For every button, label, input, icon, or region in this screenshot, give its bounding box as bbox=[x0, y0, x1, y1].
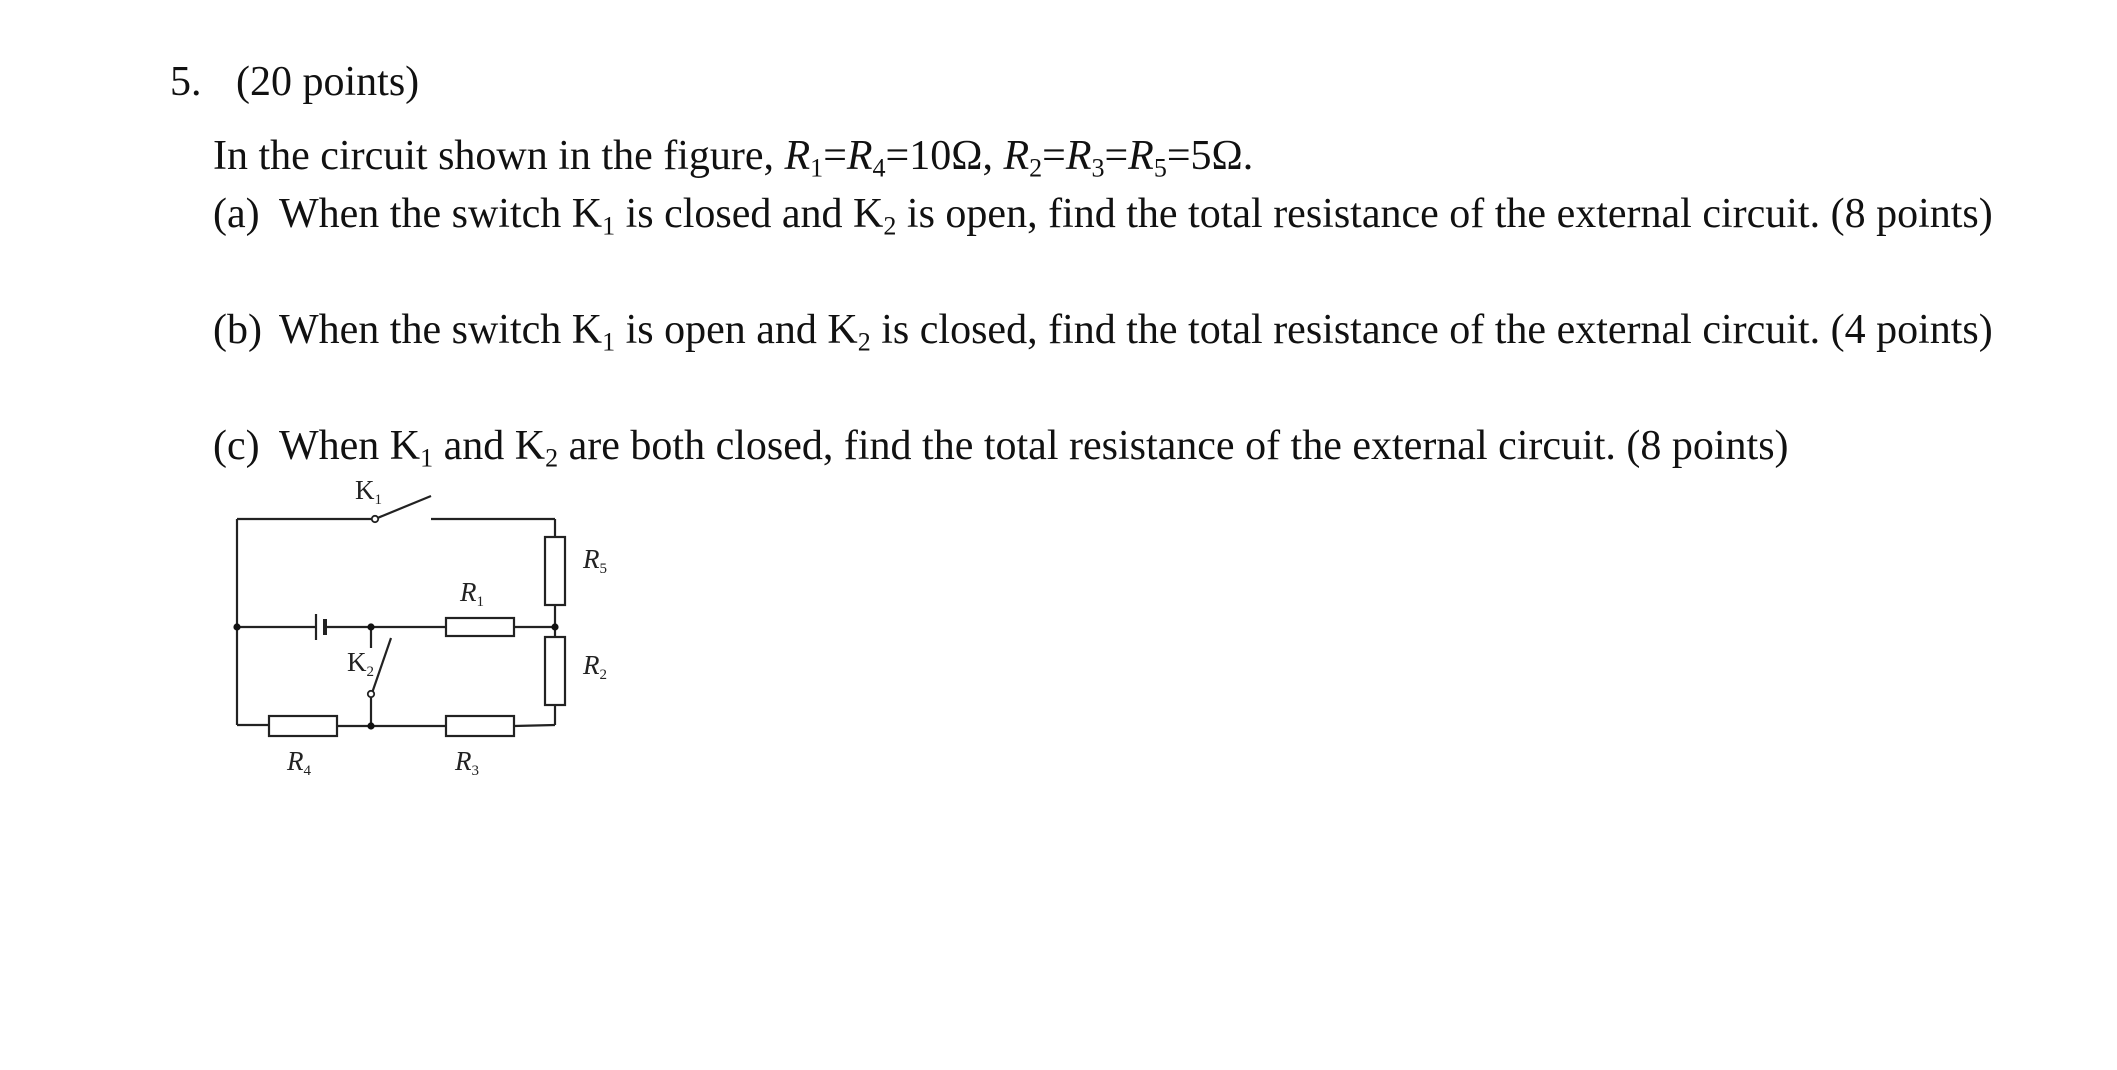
r4-resistor bbox=[269, 716, 337, 736]
question-header bbox=[170, 57, 419, 107]
k1-switch-blade bbox=[375, 496, 431, 519]
r2-resistor bbox=[545, 637, 565, 705]
part-a-sub-2: 2 bbox=[883, 211, 897, 241]
part-b-label: (b) bbox=[213, 307, 262, 353]
r5-resistor bbox=[545, 537, 565, 605]
value-10-ohm: =10Ω, bbox=[885, 133, 1004, 179]
junction-dot-left bbox=[233, 623, 240, 630]
r1-resistor bbox=[446, 618, 514, 636]
part-c-text bbox=[279, 417, 1999, 475]
junction-dot-k2-top bbox=[367, 623, 374, 630]
part-c-label: (c) bbox=[213, 423, 260, 469]
part-a-sub-1: 1 bbox=[602, 211, 616, 241]
part-a-label: (a) bbox=[213, 191, 260, 237]
part-c-text-2: and K bbox=[433, 423, 546, 469]
part-b-sub-1: 1 bbox=[602, 327, 616, 357]
symbol-r2: R bbox=[1003, 133, 1030, 179]
symbol-r5: R bbox=[1128, 133, 1154, 179]
symbol-r5-sub: 5 bbox=[1153, 153, 1167, 183]
symbol-r1: R bbox=[784, 133, 811, 179]
symbol-r4: R bbox=[846, 133, 873, 179]
k2-label: K2 bbox=[347, 647, 374, 680]
r2-label: R2 bbox=[583, 650, 607, 683]
k1-contact bbox=[372, 516, 378, 522]
part-b-text-3: is closed, find the total resistance of the external circuit. (4 points) bbox=[870, 307, 1993, 353]
k2-switch-blade bbox=[371, 638, 391, 696]
part-c-sub-1: 1 bbox=[420, 443, 434, 473]
part-c-text-3: are both closed, find the total resistance of the external circuit. (8 points) bbox=[558, 423, 1789, 469]
intro-text: In the circuit shown in the figure, bbox=[213, 133, 785, 179]
equals-sign: = bbox=[1042, 133, 1066, 179]
r3-label: R3 bbox=[455, 746, 479, 779]
part-b-text-1: When the switch K bbox=[279, 307, 603, 353]
part-a-text bbox=[279, 185, 1999, 243]
r3-resistor bbox=[446, 716, 514, 736]
equals-sign: = bbox=[823, 133, 847, 179]
part-b-text bbox=[279, 301, 1999, 359]
question-points: (20 points) bbox=[236, 59, 420, 105]
part-a-text-2: is closed and K bbox=[615, 191, 884, 237]
part-b-text-2: is open and K bbox=[615, 307, 858, 353]
junction-dot-bottom bbox=[367, 722, 374, 729]
junction-dot-right bbox=[551, 623, 558, 630]
part-a-text-1: When the switch K bbox=[279, 191, 603, 237]
symbol-r1-sub: 1 bbox=[810, 153, 824, 183]
k1-label: K1 bbox=[355, 475, 382, 508]
part-c-text-1: When K bbox=[279, 423, 421, 469]
circuit-diagram bbox=[200, 470, 640, 790]
part-a-text-3: is open, find the total resistance of the external circuit. (8 points) bbox=[896, 191, 1993, 237]
equals-sign: = bbox=[1104, 133, 1129, 179]
r1-label: R1 bbox=[460, 577, 484, 610]
r4-label: R4 bbox=[287, 746, 311, 779]
symbol-r3-sub: 3 bbox=[1091, 153, 1105, 183]
part-c-sub-2: 2 bbox=[545, 443, 559, 473]
bottom-wire-right bbox=[514, 725, 555, 726]
k2-contact bbox=[368, 691, 374, 697]
symbol-r2-sub: 2 bbox=[1029, 153, 1043, 183]
part-b-sub-2: 2 bbox=[857, 327, 871, 357]
r5-label: R5 bbox=[583, 544, 607, 577]
symbol-r4-sub: 4 bbox=[872, 153, 886, 183]
question-intro bbox=[213, 131, 1253, 181]
value-5-ohm: =5Ω. bbox=[1166, 133, 1254, 179]
symbol-r3: R bbox=[1065, 133, 1092, 179]
question-number: 5. bbox=[170, 59, 202, 105]
